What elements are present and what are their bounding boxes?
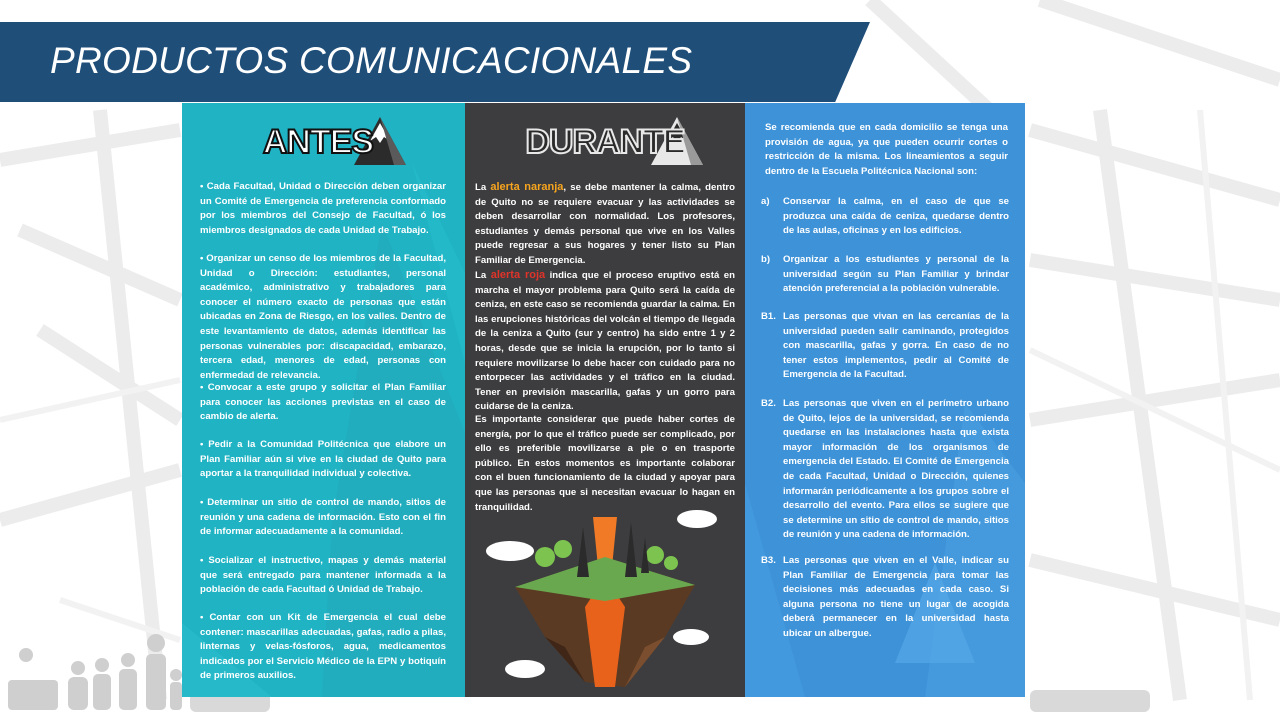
recomendacion-item [761,310,1009,383]
durante-paragraph-red: La alerta roja indica que el proceso eruptivo está en marcha el mayor problema para Quito será la caída de ceniza, en este caso se recomienda guardar la calma. En las erupciones históricas del volcán el tiempo de llegada de la ceniza a Quito (sur y centro) ha sido entre 1 y 2 horas, desde que se inicia la erupción, por lo tanto si requiere movilizarse lo debe hacer con cuidado para no entorpecer las actividades y el tráfico en la ciudad. Tener en previsión mascarilla, gafas y un gorro para cuidarse de la ceniza. [475,269,735,413]
recomendaciones-intro: Se recomienda que en cada domicilio se tenga una provisión de agua, ya que pueden ocurrir cortes o restricción de la misma. Los lineamientos a seguir dentro de la Escuela Politécnica Nacional son: [765,122,1008,177]
durante-panel [465,103,745,697]
recomendacion-label: B2. [761,398,776,409]
antes-heading: ANTES [262,122,374,161]
recomendacion-text: Conservar la calma, en el caso de que se produzca una caída de ceniza, quedarse dentro de las aulas, oficinas y en los edificios. [783,196,1009,237]
recomendacion-text: Las personas que vivan en las cercanías de la universidad pueden salir caminando, protegidos con mascarilla, gafas y gorra. En caso de no tener estos implementos, pedir al Comité de Emergencia de la Facultad. [783,311,1009,381]
durante-heading-wrap [525,107,705,177]
antes-item-5: • Determinar un sitio de control de mando, sitios de reunión y una cadena de información. Esto con el fin de informar adecuadamente a la comunidad. [200,497,446,538]
volcano-island-illustration [465,497,745,697]
recomendacion-label: B3. [761,555,776,566]
antes-item-7: • Contar con un Kit de Emergencia el cual debe contener: mascarillas adecuadas, gafas, radio a pilas, linternas y velas-fósforos, agua, medicamentos indicados por el Servicio Médico de la EPN y botiquín de primeros auxilios. [200,612,446,682]
recomendacion-text: Organizar a los estudiantes y personal de la universidad según su Plan Familiar y brindar atención preferencial a la población vulnerable. [783,254,1009,295]
recomendacion-label: a) [761,196,770,207]
durante-paragraph-energy: Es importante considerar que puede haber cortes de energía, por lo que el tráfico puede ser complicado, por ello es preferible movilizarse a pie o en trasporte público. En estos momentos es importante colaborar con el buen funcionamiento de la ciudad y apoyar para que las personas que si necesitan evacuar lo hagan en tranquilidad. [475,414,735,513]
antes-item-6: • Socializar el instructivo, mapas y demás material que será entregado para mantener informada a la población de cada Facultad ó Unidad de Trabajo. [200,555,446,596]
recomendacion-item [761,554,1009,642]
recomendacion-item [761,397,1009,543]
recomendaciones-panel [745,103,1025,697]
antes-heading-wrap [262,107,408,177]
antes-item-3: • Convocar a este grupo y solicitar el Plan Familiar para conocer las acciones previstas en el caso de cambio de alerta. [200,382,446,423]
slide-title: PRODUCTOS COMUNICACIONALES [50,40,693,81]
antes-item-1: • Cada Facultad, Unidad o Dirección deben organizar un Comité de Emergencia de preferencia conformado por los miembros del Consejo de Facultad, ó los miembros designados de cada Unidad de Trabajo. [200,181,446,236]
recomendacion-text: Las personas que viven en el Valle, indicar su Plan Familiar de Emergencia para tomar las decisiones más adecuadas en cada caso. Si alguna persona no tiene un lugar de acogida deberá permanecer en la universidad hasta ubicar un albergue. [783,555,1009,639]
durante-paragraph-orange: La alerta naranja, se debe mantener la calma, dentro de Quito no se requiere evacuar y las actividades se deben desarrollar con normalidad. Los profesores, estudiantes y demás personal que vive en los Valles puede regresar a sus hogares y tener listo su Plan Familiar de Emergencia. [475,181,735,266]
recomendacion-label: B1. [761,311,776,322]
alerta-roja-text: alerta roja [490,269,546,281]
recomendacion-text: Las personas que viven en el perímetro urbano de Quito, lejos de la universidad, se recomienda quedarse en las instalaciones hasta que exista mayor información de los organismos de emergencia del Estado. El Comité de Emergencia de cada Facultad, Unidad o Dirección, quienes informarán periódicamente a los grupos sobre el desarrollo del evento. Para ellos se sugiere que se determine un sitio de control de mando, sitios de reunión y una cadena de información. [783,398,1009,541]
antes-panel [182,103,465,697]
recomendacion-item [761,253,1009,297]
recomendacion-label: b) [761,254,771,265]
durante-heading: DURANTE [525,122,685,161]
antes-item-2: • Organizar un censo de los miembros de la Facultad, Unidad o Dirección: estudiantes, personal académico, administrativo y trabajadores para conocer el número exacto de personas que están ubicadas en Zona de Riesgo, en los valles. Dentro de este levantamiento de datos, además identificar las personas vulnerables por: discapacidad, embarazo, tercera edad, menores de edad, personas con enfermedad de relevancia. [200,253,446,381]
recomendacion-item [761,195,1009,239]
alerta-naranja-text: alerta naranja [490,181,564,193]
antes-item-4: • Pedir a la Comunidad Politécnica que elabore un Plan Familiar aún si vive en la ciudad de Quito para aportar a la tranquilidad individual y colectiva. [200,439,446,480]
